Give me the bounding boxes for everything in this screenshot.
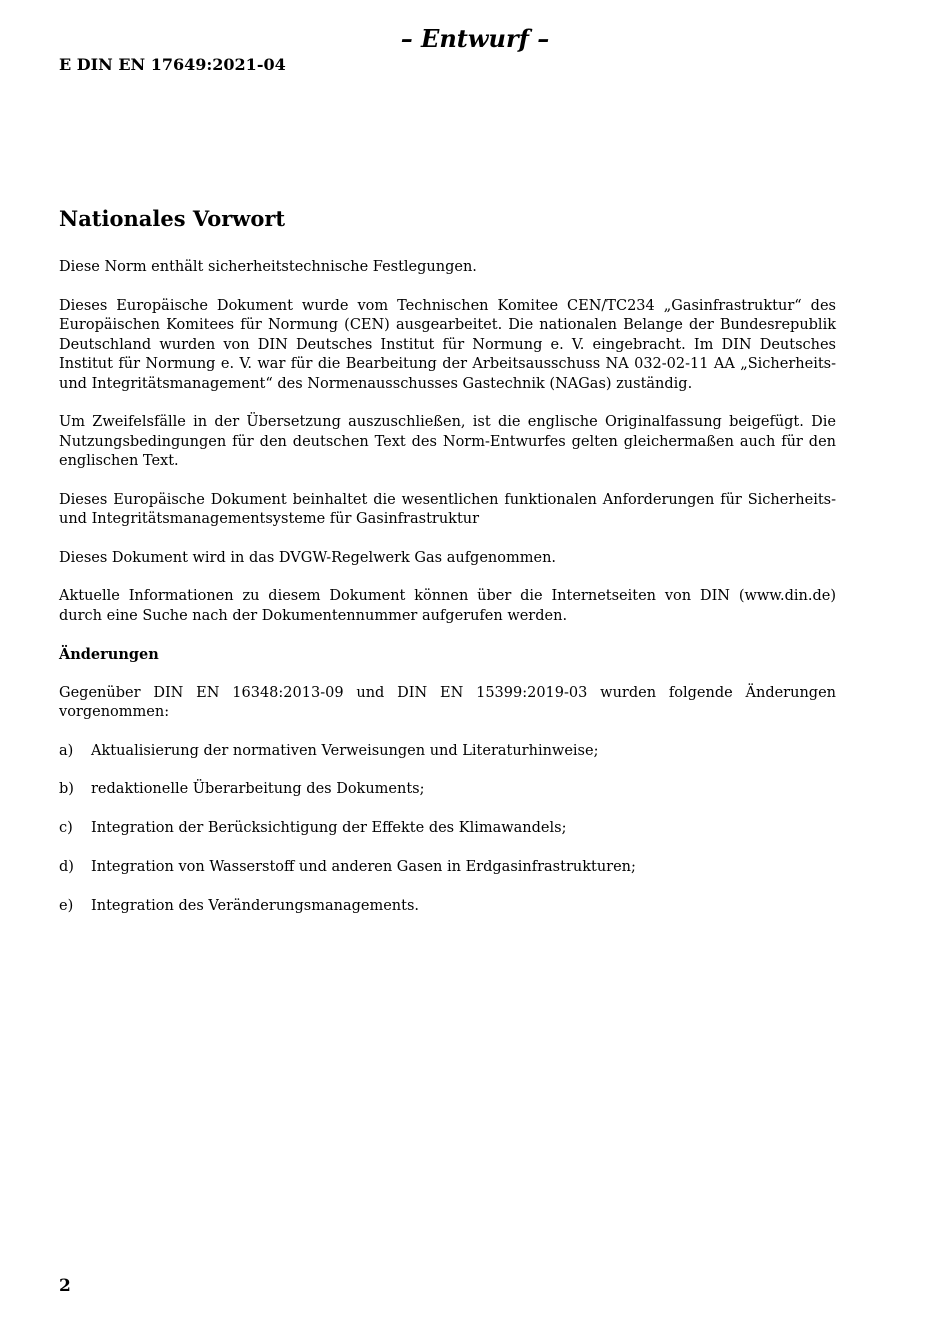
changes-list [59, 742, 836, 917]
list-item-text: Integration von Wasserstoff und anderen Gasen in Erdgasinfrastrukturen; [91, 858, 636, 875]
draft-label: – Entwurf – [400, 24, 550, 53]
list-item-text: Integration des Veränderungsmanagements. [91, 897, 420, 914]
changes-intro: Gegenüber DIN EN 16348:2013-09 und DIN EN 15399:2019-03 wurden folgende Änderungen vorgenommen: [59, 684, 836, 720]
paragraph: Um Zweifelsfälle in der Übersetzung auszuschließen, ist die englische Originalfassung beigefügt. Die Nutzungsbedingungen für den deutschen Text des Norm-Entwurfes gelten gleichermaßen auch für den englischen Text. [59, 414, 836, 469]
list-item [59, 780, 836, 800]
paragraph: Dieses Europäische Dokument wurde vom Technischen Komitee CEN/TC234 „Gasinfrastruktur“ des Europäischen Komitees für Normung (CEN) ausgearbeitet. Die nationalen Belange der Bundesrepublik Deutschland wurden von DIN Deutsches Institut für Normung e. V. eingebracht. Im DIN Deutsches Institut für Normung e. V. war für die Bearbeitung der Arbeitsausschuss NA 032-02-11 AA „Sicherheits- und Integritätsmanagement“ des Normenausschusses Gastechnik (NAGas) zuständig. [59, 297, 836, 392]
page-number: 2 [59, 1276, 71, 1296]
list-item-label: b) [59, 781, 74, 798]
national-foreword-section [59, 206, 836, 935]
changes-heading: Änderungen [59, 646, 159, 663]
list-item-label: d) [59, 858, 74, 875]
list-item-text: Integration der Berücksichtigung der Effekte des Klimawandels; [91, 820, 567, 837]
list-item [59, 819, 836, 839]
list-item-text: Aktualisierung der normativen Verweisungen und Literaturhinweise; [91, 742, 599, 759]
list-item-label: a) [59, 742, 74, 759]
list-item [59, 897, 836, 917]
document-id: E DIN EN 17649:2021-04 [59, 55, 286, 74]
list-item-text: redaktionelle Überarbeitung des Dokuments; [91, 781, 425, 798]
paragraph: Dieses Dokument wird in das DVGW-Regelwerk Gas aufgenommen. [59, 549, 557, 566]
list-item-label: e) [59, 897, 74, 914]
list-item [59, 742, 836, 762]
list-item-label: c) [59, 820, 73, 837]
list-item [59, 858, 836, 878]
paragraph: Aktuelle Informationen zu diesem Dokument können über die Internetseiten von DIN (www.din.de) durch eine Suche nach der Dokumentennummer aufgerufen werden. [59, 588, 836, 624]
paragraph: Diese Norm enthält sicherheitstechnische Festlegungen. [59, 259, 477, 275]
section-title: Nationales Vorwort [59, 206, 286, 231]
paragraph: Dieses Europäische Dokument beinhaltet die wesentlichen funktionalen Anforderungen für Sicherheits- und Integritätsmanagementsysteme für Gasinfrastruktur [59, 491, 836, 527]
